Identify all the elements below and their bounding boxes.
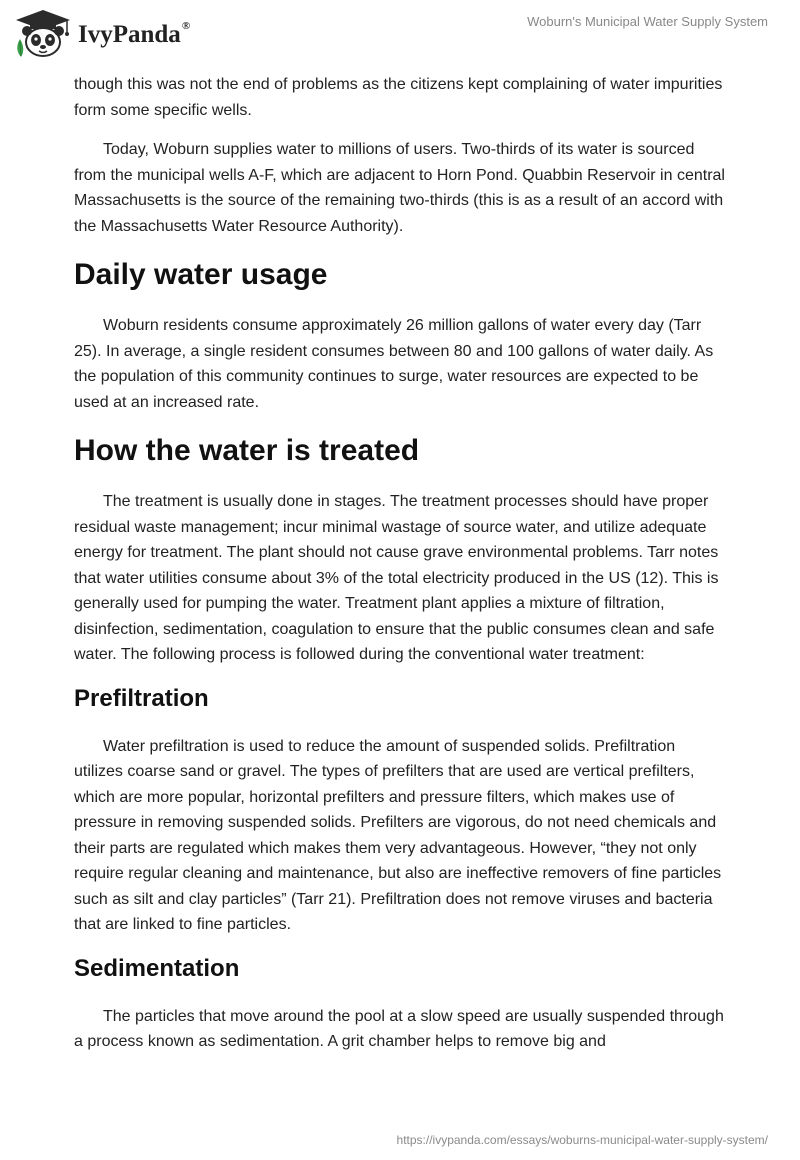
paragraph: though this was not the end of problems as the citizens kept complaining of water impurities form some specific wells. bbox=[74, 76, 723, 119]
page-header bbox=[0, 0, 800, 70]
subsection-heading-prefiltration: Prefiltration bbox=[74, 684, 209, 712]
paragraph: The treatment is usually done in stages. The treatment processes should have proper residual waste management; incur minimal wastage of source water, and utilize adequate energy for treatment. The plant should not cause grave environmental problems. Tarr notes that water utilities consume about 3% of the total electricity produced in the US (12). This is generally used for pumping the water. Treatment plant applies a mixture of filtration, disinfection, sedimentation, coagulation to ensure that the public consumes clean and safe water. The following process is followed during the conventional water treatment: bbox=[74, 493, 719, 663]
source-url[interactable]: https://ivypanda.com/essays/woburns-municipal-water-supply-system/ bbox=[396, 1133, 768, 1147]
panda-graduate-icon bbox=[14, 9, 72, 59]
essay-body bbox=[74, 72, 728, 1055]
brand-name: IvyPanda® bbox=[78, 19, 191, 48]
ivypanda-logo[interactable] bbox=[14, 9, 190, 59]
paragraph: Woburn residents consume approximately 26 million gallons of water every day (Tarr 25). In average, a single resident consumes between 80 and 100 gallons of water daily. As the population of this community continues to surge, water resources are expected to be used at an increased rate. bbox=[74, 317, 714, 411]
section-heading-daily-usage: Daily water usage bbox=[74, 258, 328, 291]
paragraph: Today, Woburn supplies water to millions of users. Two-thirds of its water is sourced from the municipal wells A-F, which are adjacent to Horn Pond. Quabbin Reservoir in central Massachusetts is the source of the remaining two-thirds (this is as a result of an accord with the Massachusetts Water Resource Authority). bbox=[74, 141, 725, 235]
subsection-heading-sedimentation: Sedimentation bbox=[74, 954, 240, 982]
document-title: Woburn's Municipal Water Supply System bbox=[527, 14, 768, 29]
paragraph: The particles that move around the pool at a slow speed are usually suspended through a process known as sedimentation. A grit chamber helps to remove big and bbox=[74, 1007, 724, 1050]
paragraph: Water prefiltration is used to reduce the amount of suspended solids. Prefiltration utilizes coarse sand or gravel. The types of prefilters that are used are vertical prefilters, which are more popular, horizontal prefilters and pressure filters, which makes use of pressure in removing suspended solids. Prefilters are vigorous, do not need chemicals and their parts are regulated which makes them very advantageous. However, “they not only require regular cleaning and maintenance, but also are ineffective removers of fine particles such as silt and clay particles” (Tarr 21). Prefiltration does not remove viruses and bacteria that are linked to fine particles. bbox=[74, 737, 722, 933]
section-heading-treatment: How the water is treated bbox=[74, 434, 420, 467]
registered-mark: ® bbox=[181, 19, 191, 32]
